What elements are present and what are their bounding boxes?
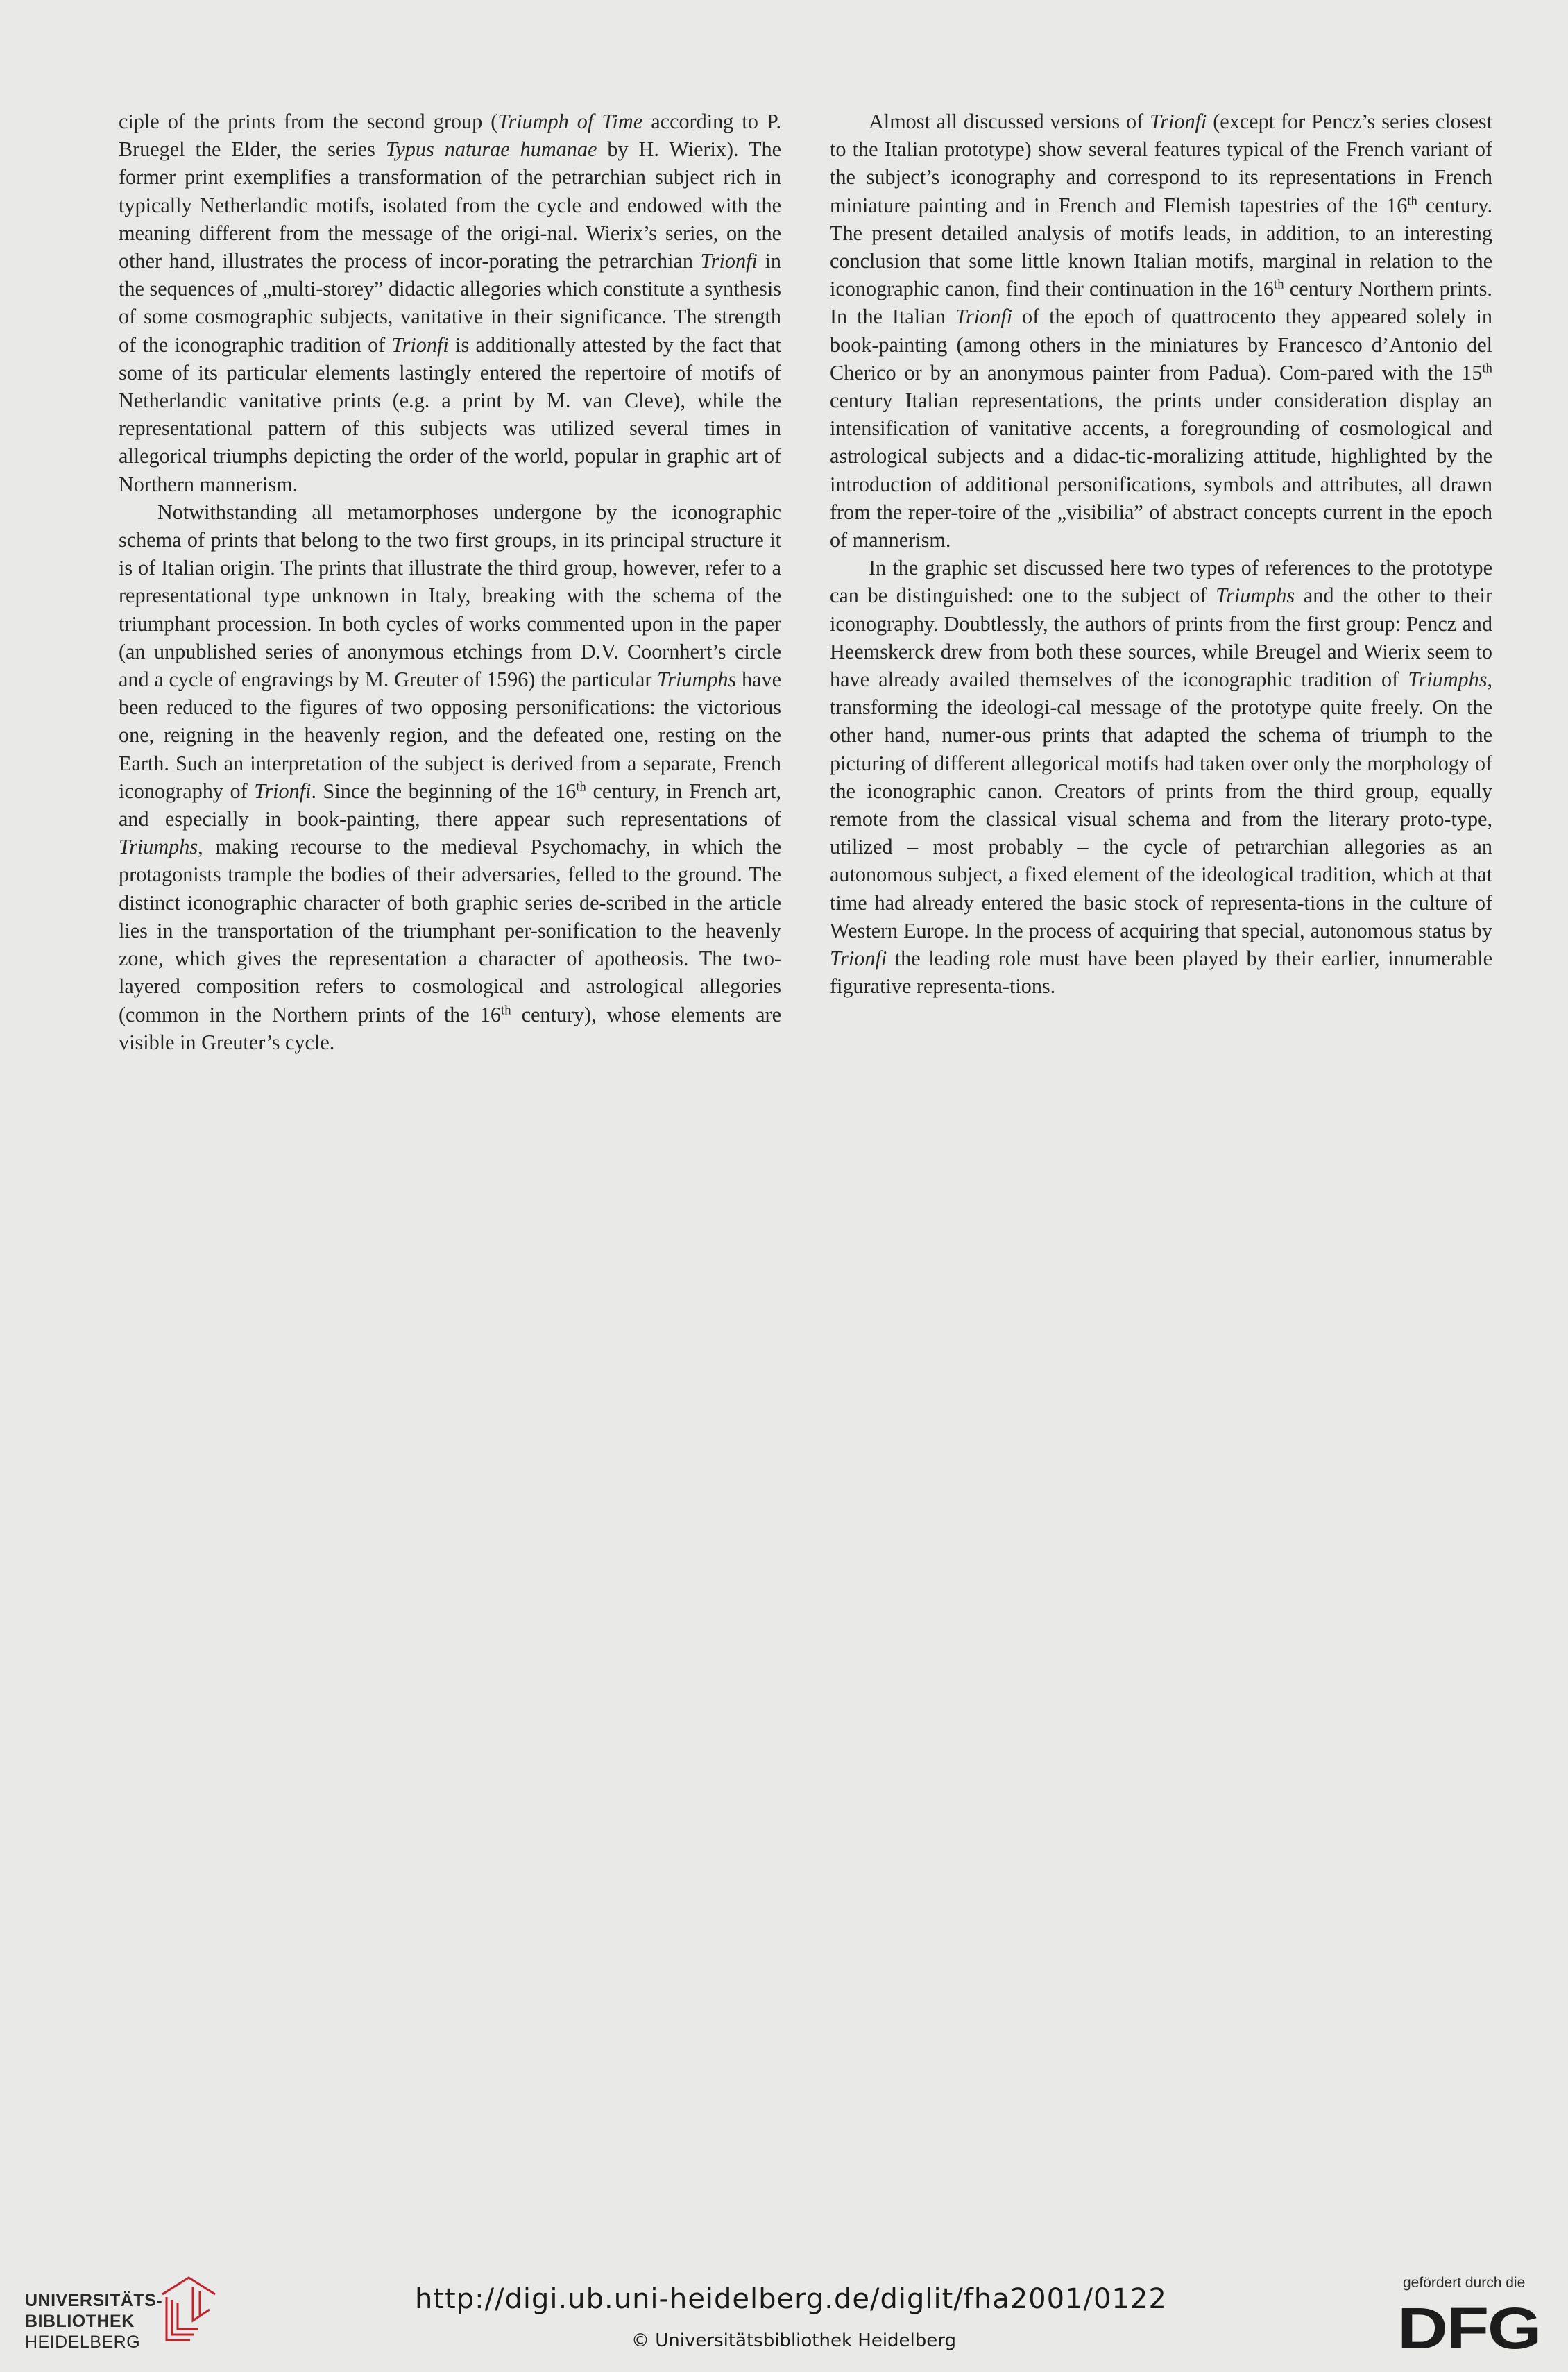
- italic-title: Typus naturae humanae: [385, 137, 597, 162]
- text-run: by H. Wierix). The former print exemplifies a transformation of the petrarchian subject rich in typically Netherlandic motifs, isolated from the cycle and endowed with the meaning different from the message of the origi-nal. Wierix’s series, on the other hand, illustrates the process of incor-porating the petrarchian: [119, 137, 782, 273]
- italic-title: Trionfi: [391, 332, 449, 357]
- superscript: th: [1482, 361, 1492, 376]
- superscript: th: [1274, 277, 1284, 292]
- text-run: century. The present detailed analysis of motifs leads, in addition, to an interesting conclusion that some little known Italian motifs, marginal in relation to the iconographic canon, find their continuation in the 16: [830, 193, 1493, 301]
- library-name-line: HEIDELBERG: [25, 2332, 141, 2352]
- italic-title: Triumphs: [1216, 584, 1295, 608]
- paragraph: [119, 498, 781, 1056]
- text-run: have been reduced to the figures of two opposing personifications: the victorious one, reigning in the heavenly region, and the defeated one, resting on the Earth. Such an interpretation of the subject is derived from a separate, French iconography of: [119, 668, 781, 803]
- dfg-logo-icon: [1397, 2303, 1543, 2353]
- library-name-line: BIBLIOTHEK: [25, 2312, 135, 2331]
- text-run: of the epoch of quattrocento they appeared solely in book-painting (among others in the miniatures by Francesco d’Antonio del Cherico or by an anonymous painter from Padua). Com-pared with the 15: [830, 305, 1492, 384]
- text-run: , making recourse to the medieval Psychomachy, in which the protagonists trample the bodies of their adversaries, felled to the ground. The distinct iconographic character of both graphic series de-scribed in the article lies in the transportation of the triumphant per-sonification to the heavenly zone, which gives the representation a character of apotheosis. The two-layered composition refers to cosmological and astrological allegories (common in the Northern prints of the 16: [119, 835, 781, 1026]
- text-run: and the other to their iconography. Doubtlessly, the authors of prints from the first group: Pencz and Heemskerck drew from both these sources, while Breugel and Wierix seem to have already availed themselves of the iconographic tradition of: [830, 584, 1492, 692]
- italic-title: Triumphs: [657, 668, 737, 692]
- text-run: century, in French art, and especially in book-painting, there appear such representations of: [119, 779, 782, 831]
- italic-title: Trionfi: [1150, 110, 1207, 133]
- italic-title: Triumph of Time: [497, 110, 643, 133]
- paragraph: [830, 554, 1492, 1000]
- dfg-logo-text: DFG: [1397, 2303, 1540, 2353]
- italic-title: Triumphs: [1408, 668, 1488, 692]
- text-run: in the sequences of „multi-storey” didactic allegories which constitute a synthesis of some cosmographic subjects, vanitative in their significance. The strength of the iconographic tradition of: [119, 249, 781, 357]
- text-run: according to P. Bruegel the Elder, the series: [119, 110, 782, 162]
- italic-title: Trionfi: [955, 305, 1013, 329]
- paragraph: [830, 108, 1492, 554]
- italic-title: Trionfi: [700, 249, 758, 273]
- library-mark-icon: [158, 2273, 219, 2348]
- text-run: (except for Pencz’s series closest to the Italian prototype) show several features typical of the French variant of the subject’s iconography and correspond to its representations in French miniature painting and in French and Flemish tapestries of the 16: [830, 110, 1492, 217]
- text-run: , transforming the ideologi-cal message of the prototype quite freely. On the other hand, numer-ous prints that adapted the schema of triumph to the picturing of different allegorical motifs had taken over only the morphology of the iconographic canon. Creators of prints from the third group, equally remote from the classical visual schema and from the literary proto-type, utilized – most probably – the cycle of petrarchian allegories as an autonomous subject, a fixed element of the ideological tradition, which at that time had already entered the basic stock of representa-tions in the culture of Western Europe. In the process of acquiring that special, autonomous status by: [830, 668, 1492, 942]
- text-run: is additionally attested by the fact that some of its particular elements lastingly entered the repertoire of motifs of Netherlandic vanitative prints (e.g. a print by M. van Cleve), while the representational pattern of this subjects was utilized several times in allegorical triumphs depicting the order of the world, popular in graphic art of Northern mannerism.: [119, 332, 781, 496]
- text-run: century), whose elements are visible in Greuter’s cycle.: [119, 1002, 781, 1054]
- text-run: century Italian representations, the prints under consideration display an intensification of vanitative accents, a foregrounding of cosmological and astrological subjects and a didac-tic-moralizing attitude, highlighted by the introduction of additional personifications, symbols and attributes, all drawn from the reper-toire of the „visibilia” of abstract concepts current in the epoch of mannerism.: [830, 389, 1492, 552]
- right-text-column: [830, 108, 1492, 1001]
- text-run: century Northern prints. In the Italian: [830, 277, 1492, 329]
- italic-title: Trionfi: [830, 947, 887, 971]
- italic-title: Triumphs: [119, 835, 198, 859]
- text-run: In the graphic set discussed here two types of references to the prototype can be distinguished: one to the subject of: [830, 556, 1492, 608]
- funded-by-label: gefördert durch die: [1403, 2275, 1526, 2291]
- library-name: [25, 2290, 162, 2353]
- library-name-line: UNIVERSITÄTS-: [25, 2291, 163, 2310]
- left-text-column: [119, 108, 781, 1056]
- text-run: Notwithstanding all metamorphoses undergone by the iconographic schema of prints that belong to the two first groups, in its principal structure it is of Italian origin. The prints that illustrate the third group, however, refer to a representational type unknown in Italy, breaking with the schema of the triumphant procession. In both cycles of works commented upon in the paper (an unpublished series of anonymous etchings from D.V. Coornhert’s circle and a cycle of engravings by M. Greuter of 1596) the particular: [119, 500, 781, 692]
- superscript: th: [1407, 194, 1417, 209]
- copyright-notice: © Universitätsbibliothek Heidelberg: [631, 2330, 957, 2351]
- paragraph: [119, 108, 781, 498]
- superscript: th: [501, 1003, 511, 1018]
- text-run: . Since the beginning of the 16: [311, 779, 577, 803]
- permalink[interactable]: http://digi.ub.uni-heidelberg.de/diglit/fha2001/0122: [415, 2283, 1167, 2315]
- text-run: ciple of the prints from the second group (: [119, 110, 498, 133]
- italic-title: Trionfi: [254, 779, 312, 803]
- text-run: Almost all discussed versions of: [869, 110, 1150, 133]
- text-run: the leading role must have been played by their earlier, innumerable figurative representa-tions.: [830, 947, 1492, 999]
- superscript: th: [576, 779, 586, 795]
